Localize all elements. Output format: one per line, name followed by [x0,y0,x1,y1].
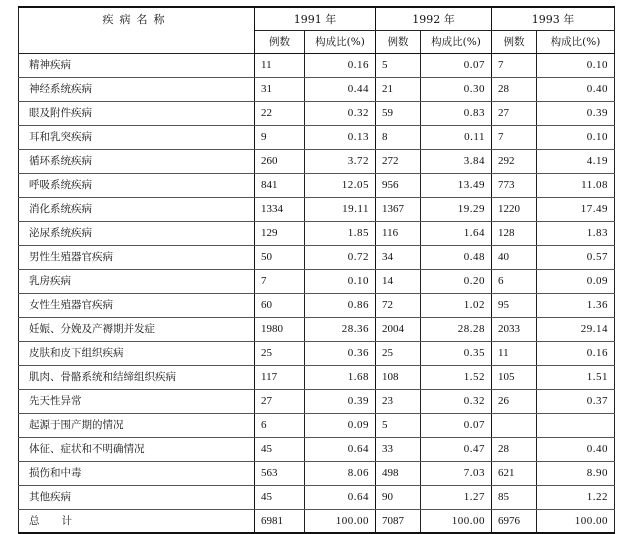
ratio-cell-1993 [537,414,615,438]
count-cell-1993: 2033 [492,318,537,342]
count-cell-1991: 27 [255,390,305,414]
disease-name-cell: 精神疾病 [19,54,255,78]
ratio-cell-1993: 1.22 [537,486,615,510]
ratio-cell-1992: 1.64 [421,222,492,246]
table-row [19,102,615,126]
ratio-cell-1991: 0.72 [305,246,376,270]
ratio-cell-1991: 1.85 [305,222,376,246]
ratio-cell-1993: 8.90 [537,462,615,486]
count-cell-1992: 5 [376,54,421,78]
count-cell-1992: 272 [376,150,421,174]
ratio-cell-1992: 7.03 [421,462,492,486]
ratio-header-1992: 构成比(%) [421,31,492,54]
count-header-1991: 例数 [255,31,305,54]
ratio-cell-1991: 0.32 [305,102,376,126]
count-cell-1991: 563 [255,462,305,486]
ratio-cell-1991: 0.39 [305,390,376,414]
ratio-cell-1991: 19.11 [305,198,376,222]
count-cell-1993: 26 [492,390,537,414]
table-row [19,246,615,270]
count-cell-1993: 85 [492,486,537,510]
count-cell-1992: 1367 [376,198,421,222]
ratio-cell-1991: 100.00 [305,510,376,534]
ratio-cell-1992: 100.00 [421,510,492,534]
table-header [19,7,615,54]
ratio-cell-1991: 0.36 [305,342,376,366]
ratio-cell-1993: 0.57 [537,246,615,270]
count-cell-1991: 45 [255,438,305,462]
count-cell-1993: 11 [492,342,537,366]
disease-name-cell: 男性生殖器官疾病 [19,246,255,270]
count-cell-1991: 22 [255,102,305,126]
disease-name-header: 疾病名称 [19,7,255,54]
count-cell-1992: 33 [376,438,421,462]
year-header-1991: 1991 年 [255,7,376,31]
ratio-cell-1993: 0.10 [537,54,615,78]
count-cell-1992: 956 [376,174,421,198]
table-body [19,54,615,534]
ratio-cell-1992: 28.28 [421,318,492,342]
ratio-cell-1992: 1.52 [421,366,492,390]
ratio-cell-1991: 8.06 [305,462,376,486]
count-cell-1992: 108 [376,366,421,390]
count-cell-1991: 11 [255,54,305,78]
table-row [19,390,615,414]
ratio-header-1991: 构成比(%) [305,31,376,54]
ratio-cell-1992: 0.48 [421,246,492,270]
ratio-cell-1993: 0.40 [537,78,615,102]
count-header-1993: 例数 [492,31,537,54]
disease-name-cell: 皮肤和皮下组织疾病 [19,342,255,366]
ratio-cell-1992: 0.47 [421,438,492,462]
count-cell-1993: 128 [492,222,537,246]
count-header-1992: 例数 [376,31,421,54]
ratio-cell-1991: 0.64 [305,486,376,510]
count-cell-1991: 7 [255,270,305,294]
ratio-cell-1993: 4.19 [537,150,615,174]
count-cell-1992: 8 [376,126,421,150]
count-cell-1992: 7087 [376,510,421,534]
count-cell-1992: 34 [376,246,421,270]
count-cell-1993: 6976 [492,510,537,534]
ratio-cell-1991: 0.64 [305,438,376,462]
count-cell-1993 [492,414,537,438]
ratio-cell-1992: 1.27 [421,486,492,510]
table-row [19,78,615,102]
ratio-cell-1992: 0.35 [421,342,492,366]
count-cell-1992: 25 [376,342,421,366]
disease-name-cell: 耳和乳突疾病 [19,126,255,150]
ratio-cell-1993: 1.83 [537,222,615,246]
disease-name-cell: 体征、症状和不明确情况 [19,438,255,462]
table-total-row [19,510,615,534]
ratio-header-1993: 构成比(%) [537,31,615,54]
ratio-cell-1993: 0.39 [537,102,615,126]
table-row [19,486,615,510]
ratio-cell-1993: 0.10 [537,126,615,150]
ratio-cell-1991: 0.09 [305,414,376,438]
table-row [19,342,615,366]
count-cell-1992: 498 [376,462,421,486]
count-cell-1991: 6981 [255,510,305,534]
count-cell-1993: 6 [492,270,537,294]
disease-name-cell: 泌尿系统疾病 [19,222,255,246]
count-cell-1993: 28 [492,438,537,462]
disease-name-cell: 循环系统疾病 [19,150,255,174]
ratio-cell-1992: 19.29 [421,198,492,222]
count-cell-1992: 59 [376,102,421,126]
disease-name-cell: 其他疾病 [19,486,255,510]
count-cell-1991: 31 [255,78,305,102]
count-cell-1992: 90 [376,486,421,510]
ratio-cell-1993: 0.16 [537,342,615,366]
count-cell-1992: 72 [376,294,421,318]
count-cell-1991: 1980 [255,318,305,342]
ratio-cell-1991: 0.16 [305,54,376,78]
ratio-cell-1992: 0.30 [421,78,492,102]
ratio-cell-1992: 0.11 [421,126,492,150]
disease-name-cell: 乳房疾病 [19,270,255,294]
table-row [19,126,615,150]
count-cell-1991: 60 [255,294,305,318]
count-cell-1993: 621 [492,462,537,486]
ratio-cell-1991: 1.68 [305,366,376,390]
ratio-cell-1992: 3.84 [421,150,492,174]
count-cell-1992: 5 [376,414,421,438]
disease-name-cell: 眼及附件疾病 [19,102,255,126]
ratio-cell-1993: 100.00 [537,510,615,534]
count-cell-1991: 25 [255,342,305,366]
ratio-cell-1991: 0.13 [305,126,376,150]
ratio-cell-1993: 1.36 [537,294,615,318]
count-cell-1993: 292 [492,150,537,174]
ratio-cell-1993: 0.40 [537,438,615,462]
ratio-cell-1993: 11.08 [537,174,615,198]
count-cell-1993: 105 [492,366,537,390]
disease-name-cell: 呼吸系统疾病 [19,174,255,198]
table-row [19,150,615,174]
disease-name-cell: 妊娠、分娩及产褥期并发症 [19,318,255,342]
count-cell-1993: 7 [492,54,537,78]
ratio-cell-1993: 0.37 [537,390,615,414]
ratio-cell-1992: 0.20 [421,270,492,294]
table-row [19,198,615,222]
count-cell-1993: 27 [492,102,537,126]
count-cell-1993: 28 [492,78,537,102]
disease-name-cell: 神经系统疾病 [19,78,255,102]
ratio-cell-1991: 0.44 [305,78,376,102]
ratio-cell-1993: 0.09 [537,270,615,294]
ratio-cell-1992: 1.02 [421,294,492,318]
ratio-cell-1991: 3.72 [305,150,376,174]
count-cell-1992: 116 [376,222,421,246]
count-cell-1991: 117 [255,366,305,390]
ratio-cell-1993: 17.49 [537,198,615,222]
count-cell-1993: 773 [492,174,537,198]
table-row [19,54,615,78]
total-label: 总计 [19,510,255,534]
table-row [19,174,615,198]
ratio-cell-1993: 1.51 [537,366,615,390]
ratio-cell-1992: 0.07 [421,414,492,438]
count-cell-1991: 50 [255,246,305,270]
ratio-cell-1993: 29.14 [537,318,615,342]
disease-name-cell: 女性生殖器官疾病 [19,294,255,318]
table-row [19,438,615,462]
ratio-cell-1992: 13.49 [421,174,492,198]
table-row [19,318,615,342]
table-row [19,222,615,246]
table-row [19,414,615,438]
disease-name-cell: 先天性异常 [19,390,255,414]
count-cell-1991: 841 [255,174,305,198]
disease-name-cell: 损伤和中毒 [19,462,255,486]
year-header-1993: 1993 年 [492,7,615,31]
count-cell-1991: 9 [255,126,305,150]
count-cell-1991: 1334 [255,198,305,222]
count-cell-1992: 23 [376,390,421,414]
count-cell-1991: 129 [255,222,305,246]
ratio-cell-1991: 12.05 [305,174,376,198]
count-cell-1993: 7 [492,126,537,150]
ratio-cell-1991: 0.86 [305,294,376,318]
ratio-cell-1991: 0.10 [305,270,376,294]
ratio-cell-1992: 0.07 [421,54,492,78]
count-cell-1992: 2004 [376,318,421,342]
count-cell-1993: 1220 [492,198,537,222]
count-cell-1992: 21 [376,78,421,102]
disease-name-cell: 消化系统疾病 [19,198,255,222]
count-cell-1991: 260 [255,150,305,174]
header-row-years [19,7,615,31]
table-row [19,462,615,486]
table-row [19,270,615,294]
table-row [19,366,615,390]
disease-name-cell: 肌肉、骨骼系统和结缔组织疾病 [19,366,255,390]
year-header-1992: 1992 年 [376,7,492,31]
count-cell-1991: 6 [255,414,305,438]
disease-name-cell: 起源于围产期的情况 [19,414,255,438]
count-cell-1991: 45 [255,486,305,510]
ratio-cell-1992: 0.32 [421,390,492,414]
disease-statistics-table [18,6,615,534]
count-cell-1993: 40 [492,246,537,270]
count-cell-1993: 95 [492,294,537,318]
table-row [19,294,615,318]
ratio-cell-1992: 0.83 [421,102,492,126]
ratio-cell-1991: 28.36 [305,318,376,342]
count-cell-1992: 14 [376,270,421,294]
